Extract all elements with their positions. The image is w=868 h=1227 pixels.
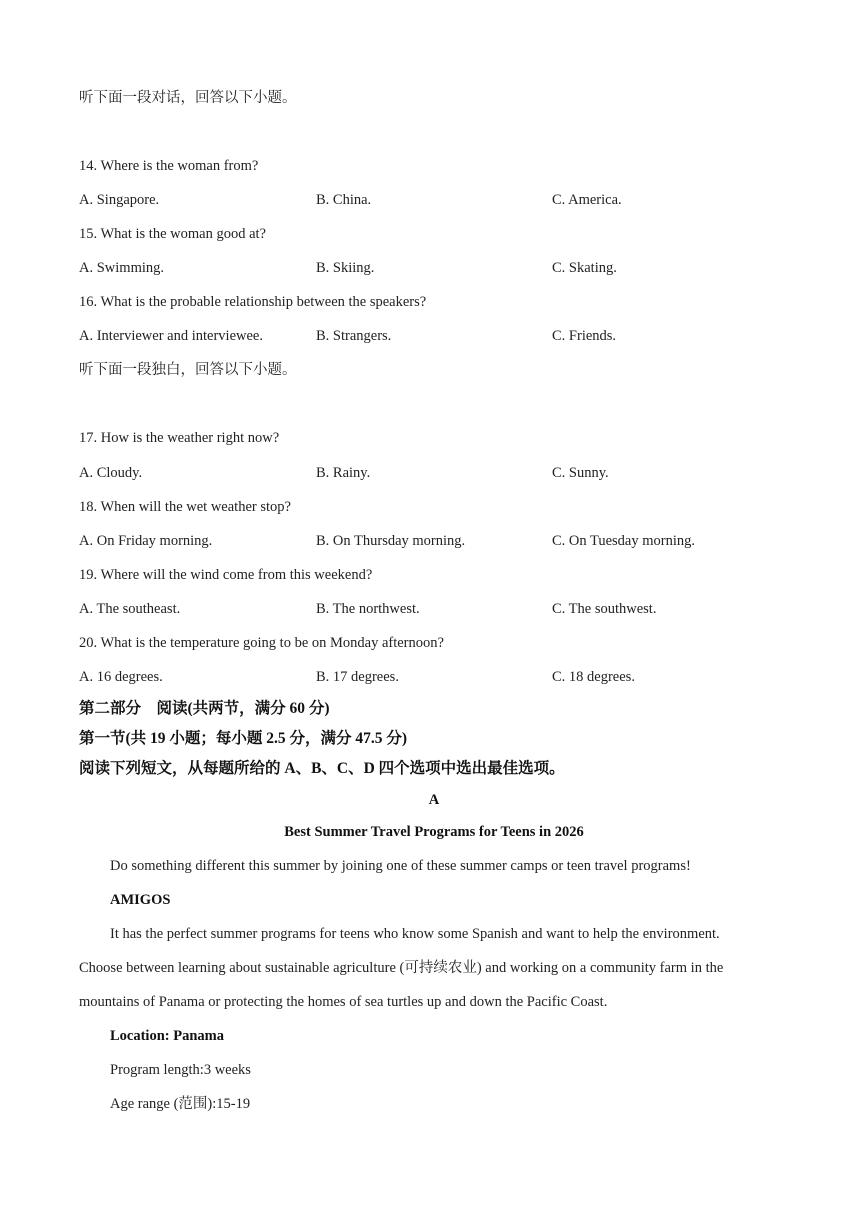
option-17-a: A. Cloudy. — [79, 465, 143, 481]
program-location: Location: Panama — [110, 1028, 224, 1044]
option-15-c: C. Skating. — [552, 260, 617, 276]
reading-instruction: 阅读下列短文，从每题所给的 A、B、C、D 四个选项中选出最佳选项。 — [79, 760, 565, 777]
option-19-b: B. The northwest. — [316, 601, 420, 617]
option-19-a: A. The southeast. — [79, 601, 181, 617]
question-20: 20. What is the temperature going to be on Monday afternoon? — [79, 635, 444, 651]
option-14-a: A. Singapore. — [79, 192, 160, 208]
paragraph-line-3: mountains of Panama or protecting the homes of sea turtles up and down the Pacific Coast. — [79, 994, 608, 1010]
part-two-title: 第二部分 阅读(共两节，满分 60 分) — [79, 700, 330, 717]
option-17-b: B. Rainy. — [316, 465, 371, 481]
question-15: 15. What is the woman good at? — [79, 226, 266, 242]
option-17-c: C. Sunny. — [552, 465, 609, 481]
question-14: 14. Where is the woman from? — [79, 158, 259, 174]
option-18-c: C. On Tuesday morning. — [552, 533, 696, 549]
paragraph-line-1: It has the perfect summer programs for teens who know some Spanish and want to help the environment. — [110, 926, 720, 942]
option-14-c: C. America. — [552, 192, 622, 208]
paragraph-line-2: Choose between learning about sustainable agriculture (可持续农业) and working on a community farm in the — [79, 960, 724, 976]
option-16-c: C. Friends. — [552, 328, 617, 344]
option-18-a: A. On Friday morning. — [79, 533, 213, 549]
option-16-a: A. Interviewer and interviewee. — [79, 328, 263, 344]
option-20-b: B. 17 degrees. — [316, 669, 399, 685]
section-one-title: 第一节(共 19 小题；每小题 2.5 分，满分 47.5 分) — [79, 730, 408, 747]
instruction-monologue: 听下面一段独白，回答以下小题。 — [79, 362, 297, 378]
option-16-b: B. Strangers. — [316, 328, 392, 344]
question-18: 18. When will the wet weather stop? — [79, 499, 291, 515]
option-18-b: B. On Thursday morning. — [316, 533, 466, 549]
passage-title: Best Summer Travel Programs for Teens in 2026 — [284, 824, 584, 840]
option-20-c: C. 18 degrees. — [552, 669, 635, 685]
option-15-a: A. Swimming. — [79, 260, 164, 276]
passage-intro: Do something different this summer by joining one of these summer camps or teen travel programs! — [110, 858, 691, 874]
program-age-range: Age range (范围):15-19 — [110, 1096, 251, 1112]
passage-letter: A — [428, 792, 440, 808]
option-14-b: B. China. — [316, 192, 372, 208]
question-16: 16. What is the probable relationship between the speakers? — [79, 294, 427, 310]
program-name: AMIGOS — [110, 892, 171, 908]
question-17: 17. How is the weather right now? — [79, 430, 280, 446]
option-19-c: C. The southwest. — [552, 601, 657, 617]
instruction-dialogue: 听下面一段对话，回答以下小题。 — [79, 90, 297, 106]
option-15-b: B. Skiing. — [316, 260, 375, 276]
program-length: Program length:3 weeks — [110, 1062, 251, 1078]
question-19: 19. Where will the wind come from this weekend? — [79, 567, 373, 583]
option-20-a: A. 16 degrees. — [79, 669, 163, 685]
